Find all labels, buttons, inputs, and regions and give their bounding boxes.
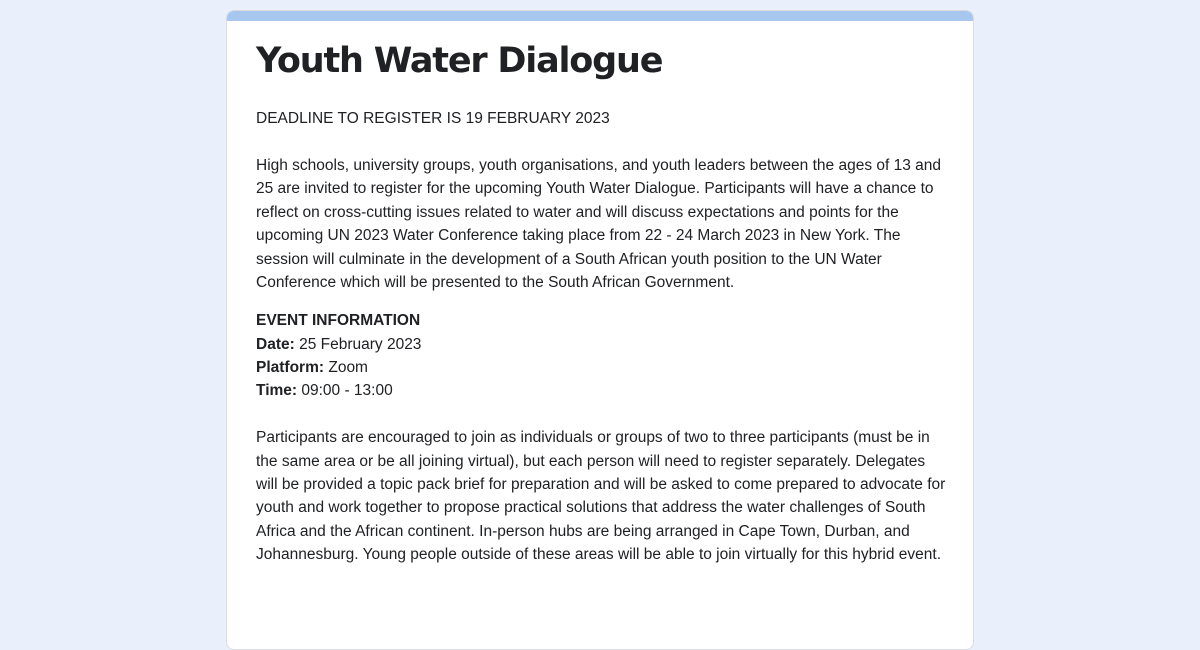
event-platform-value: Zoom (324, 358, 368, 376)
form-description (256, 39, 948, 567)
event-time-label: Time: (256, 382, 298, 400)
event-time-value: 09:00 - 13:00 (297, 382, 393, 400)
deadline-notice: DEADLINE TO REGISTER IS 19 FEBRUARY 2023 (256, 110, 610, 127)
event-date-value: 25 February 2023 (294, 335, 422, 353)
event-information (256, 309, 948, 402)
event-platform-row (256, 356, 948, 379)
intro-paragraph: High schools, university groups, youth organisations, and youth leaders between the ages of 13 and 25 are invited to register for the upcoming Youth Water Dialogue. Participants will have a chance to reflect on cross-cutting issues related to water and will discuss expectations and points for the upcoming UN 2023 Water Conference taking place from 22 - 24 March 2023 in New York. The session will culminate in the development of a South African youth position to the UN Water Conference which will be presented to the South African Government. (256, 157, 942, 292)
form-title: Youth Water Dialogue (256, 41, 663, 81)
event-date-row (256, 333, 948, 356)
details-paragraph: Participants are encouraged to join as individuals or groups of two to three participants (must be in the same area or be all joining virtual), but each person will need to register separately. Delegates will be provided a topic pack brief for preparation and will be asked to come prepared to advocate for youth and work together to propose practical solutions that address the water challenges of South Africa and the African continent. In-person hubs are being arranged in Cape Town, Durban, and Johannesburg. Young people outside of these areas will be able to join virtually for this hybrid event. (256, 429, 946, 564)
event-date-label: Date: (256, 335, 295, 353)
event-time-row (256, 379, 948, 402)
event-info-heading: EVENT INFORMATION (256, 312, 421, 330)
event-platform-label: Platform: (256, 358, 325, 376)
form-header-card (226, 10, 974, 650)
card-accent-bar (227, 11, 973, 21)
